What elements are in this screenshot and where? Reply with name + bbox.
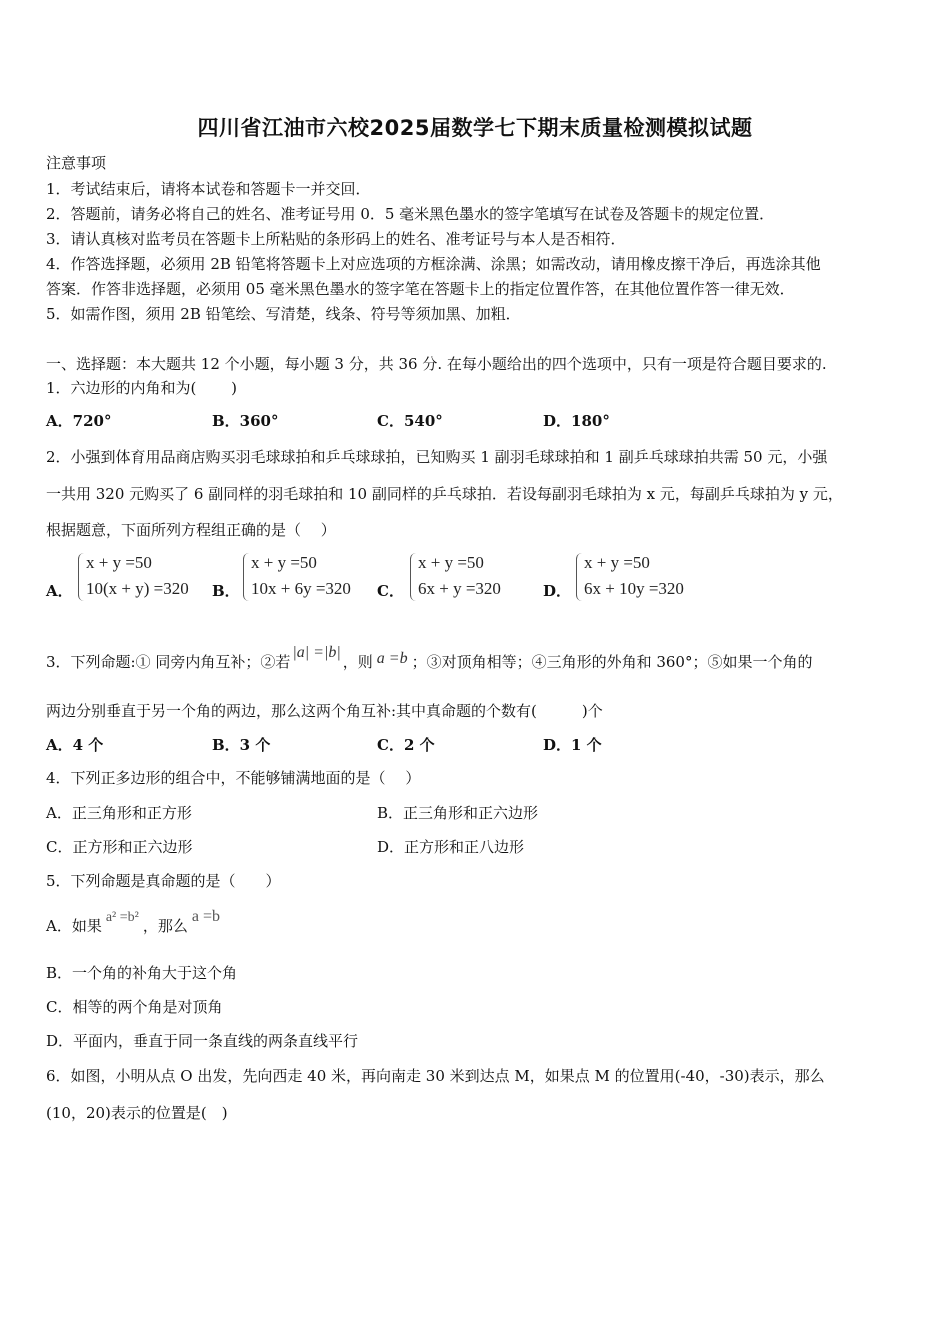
brace-icon xyxy=(576,553,583,601)
q1-option-b: B．360° xyxy=(212,412,279,430)
q4-option-b: B．正三角形和正六边形 xyxy=(377,804,539,822)
equation: 6x + y =320 xyxy=(418,579,501,598)
question-2-line: 2．小强到体育用品商店购买羽毛球球拍和乒乓球球拍，已知购买 1 副羽毛球球拍和 1 副乒乓球球拍共需 50 元，小强 xyxy=(46,448,828,466)
q4-option-c: C．正方形和正六边形 xyxy=(46,838,193,856)
q5-option-c: C．相等的两个角是对顶角 xyxy=(46,998,223,1016)
q3-option-b: B．3 个 xyxy=(212,736,271,754)
q2-option-d-system xyxy=(576,553,706,605)
q2-option-c-letter: C． xyxy=(377,582,404,600)
notice-item: 3．请认真核对监考员在答题卡上所粘贴的条形码上的姓名、准考证号与本人是否相符． xyxy=(46,230,626,248)
q3-option-a: A．4 个 xyxy=(46,736,104,754)
q3-option-c: C．2 个 xyxy=(377,736,435,754)
q5-option-a-text: A．如果 xyxy=(46,917,102,935)
q2-option-c-system xyxy=(410,553,530,605)
q2-option-a-letter: A． xyxy=(46,582,73,600)
q3-conclusion-formula: a =b xyxy=(376,650,408,667)
q2-option-d-letter: D． xyxy=(543,582,572,600)
q5-option-d: D．平面内，垂直于同一条直线的两条直线平行 xyxy=(46,1032,359,1050)
equation: x + y =50 xyxy=(418,553,484,572)
notice-heading: 注意事项 xyxy=(46,154,107,172)
question-1-stem: 1．六边形的内角和为( ) xyxy=(46,379,238,397)
q1-option-d: D．180° xyxy=(543,412,610,430)
notice-item: 1．考试结束后，请将本试卷和答题卡一并交回． xyxy=(46,180,371,198)
equation: x + y =50 xyxy=(584,553,650,572)
question-2-line: 根据题意，下面所列方程组正确的是（ ） xyxy=(46,521,336,539)
notice-item: 5．如需作图，须用 2B 铅笔绘、写清楚，线条、符号等须加黑、加粗． xyxy=(46,305,521,323)
q1-option-a: A．720° xyxy=(46,412,112,430)
q5-option-a-text: ，那么 xyxy=(142,917,188,935)
equation: x + y =50 xyxy=(251,553,317,572)
notice-item: 4．作答选择题，必须用 2B 铅笔将答题卡上对应选项的方框涂满、涂黑；如需改动，请用橡皮擦干净后，再选涂其他 xyxy=(46,255,821,273)
question-3-line xyxy=(46,644,813,672)
q4-option-d: D．正方形和正八边形 xyxy=(377,838,525,856)
brace-icon xyxy=(243,553,250,601)
q1-option-c: C．540° xyxy=(377,412,443,430)
brace-icon xyxy=(78,553,85,601)
equation: x + y =50 xyxy=(86,553,152,572)
section-heading: 一、选择题：本大题共 12 个小题，每小题 3 分，共 36 分. 在每小题给出的四个选项中，只有一项是符合题目要求的. xyxy=(46,355,827,373)
q2-option-b-system xyxy=(243,553,371,605)
equation: 10x + 6y =320 xyxy=(251,579,351,598)
question-4-stem: 4．下列正多边形的组合中，不能够铺满地面的是（ ） xyxy=(46,769,421,787)
q3-condition-formula: |a| =|b| xyxy=(292,644,341,661)
brace-icon xyxy=(410,553,417,601)
q3-text: 3．下列命题:① 同旁内角互补；②若 xyxy=(46,653,291,671)
q5-option-a xyxy=(46,908,220,936)
q5-option-b: B．一个角的补角大于这个角 xyxy=(46,964,238,982)
q3-text: ，则 xyxy=(342,653,373,671)
q4-option-a: A．正三角形和正方形 xyxy=(46,804,192,822)
q5-conclusion-formula: a =b xyxy=(191,908,220,925)
equation: 10(x + y) =320 xyxy=(86,579,189,598)
question-3-line: 两边分别垂直于另一个角的两边，那么这两个角互补:其中真命题的个数有( )个 xyxy=(46,702,603,720)
page-title: 四川省江油市六校2025届数学七下期末质量检测模拟试题 xyxy=(197,116,753,140)
question-6-line: (10，20)表示的位置是( ) xyxy=(46,1104,228,1122)
q2-option-b-letter: B． xyxy=(212,582,240,600)
q5-condition-formula: a² =b² xyxy=(105,910,139,925)
q3-text: ；③对顶角相等；④三角形的外角和 360°；⑤如果一个角的 xyxy=(411,653,813,671)
question-2-line: 一共用 320 元购买了 6 副同样的羽毛球拍和 10 副同样的乒乓球拍．若设每副羽毛球拍为 x 元，每副乒乓球拍为 y 元， xyxy=(46,485,843,503)
notice-item: 2．答题前，请务必将自己的姓名、准考证号用 0．5 毫米黑色墨水的签字笔填写在试卷及答题卡的规定位置． xyxy=(46,205,775,223)
equation: 6x + 10y =320 xyxy=(584,579,684,598)
question-5-stem: 5．下列命题是真命题的是（ ） xyxy=(46,872,281,890)
q3-option-d: D．1 个 xyxy=(543,736,602,754)
notice-item: 答案．作答非选择题，必须用 05 毫米黑色墨水的签字笔在答题卡上的指定位置作答，在其他位置作答一律无效． xyxy=(46,280,795,298)
question-6-line: 6．如图，小明从点 O 出发，先向西走 40 米，再向南走 30 米到达点 M，如果点 M 的位置用(-40，-30)表示，那么 xyxy=(46,1067,825,1085)
q2-option-a-system xyxy=(78,553,208,605)
